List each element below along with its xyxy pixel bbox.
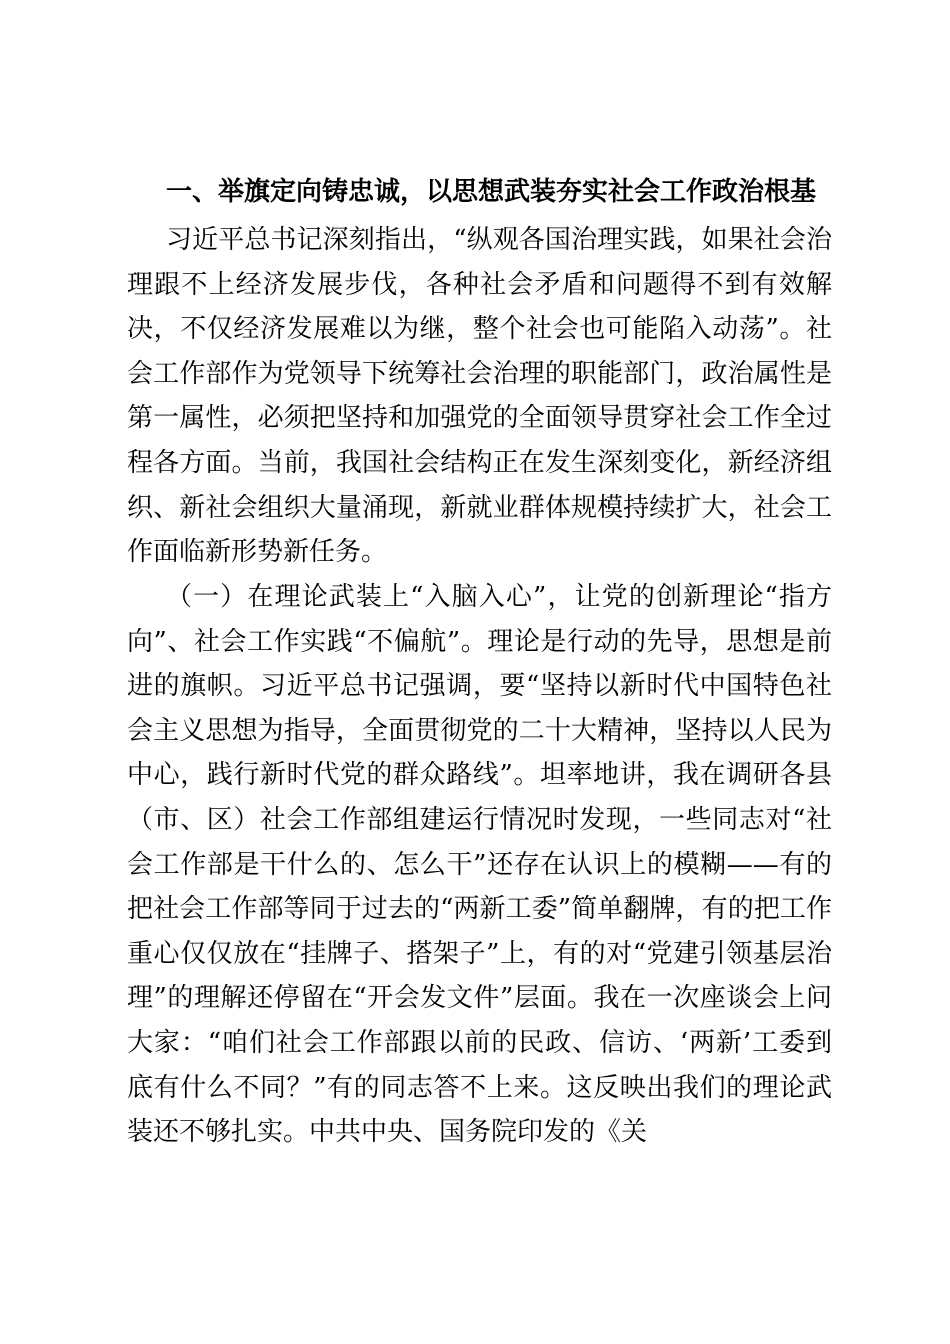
paragraph-subsection-one: （一）在理论武装上“入脑入心”，让党的创新理论“指方向”、社会工作实践“不偏航”。理论是行动的先导，思想是前进的旗帜。习近平总书记强调，要“坚持以新时代中国特色社会主义思想为指导，全面贯彻党的二十大精神，坚持以人民为中心，践行新时代党的群众路线”。坦率地讲，我在调研各县（市、区）社会工作部组建运行情况时发现，一些同志对“社会工作部是干什么的、怎么干”还存在认识上的模糊——有的把社会工作部等同于过去的“两新工委”简单翻牌，有的把工作重心仅仅放在“挂牌子、搭架子”上，有的对“党建引领基层治理”的理解还停留在“开会发文件”层面。我在一次座谈会上问大家：“咱们社会工作部跟以前的民政、信访、‘两新’工委到底有什么不同？”有的同志答不上来。这反映出我们的理论武装还不够扎实。中共中央、国务院印发的《关: [127, 582, 832, 1148]
paragraph-intro: 习近平总书记深刻指出，“纵观各国治理实践，如果社会治理跟不上经济发展步伐，各种社会矛盾和问题得不到有效解决，不仅经济发展难以为继，整个社会也可能陷入动荡”。社会工作部作为党领导下统筹社会治理的职能部门，政治属性是第一属性，必须把坚持和加强党的全面领导贯穿社会工作全过程各方面。当前，我国社会结构正在发生深刻变化，新经济组织、新社会组织大量涌现，新就业群体规模持续扩大，社会工作面临新形势新任务。: [127, 225, 832, 568]
section-heading: 一、举旗定向铸忠诚，以思想武装夯实社会工作政治根基: [166, 177, 817, 207]
